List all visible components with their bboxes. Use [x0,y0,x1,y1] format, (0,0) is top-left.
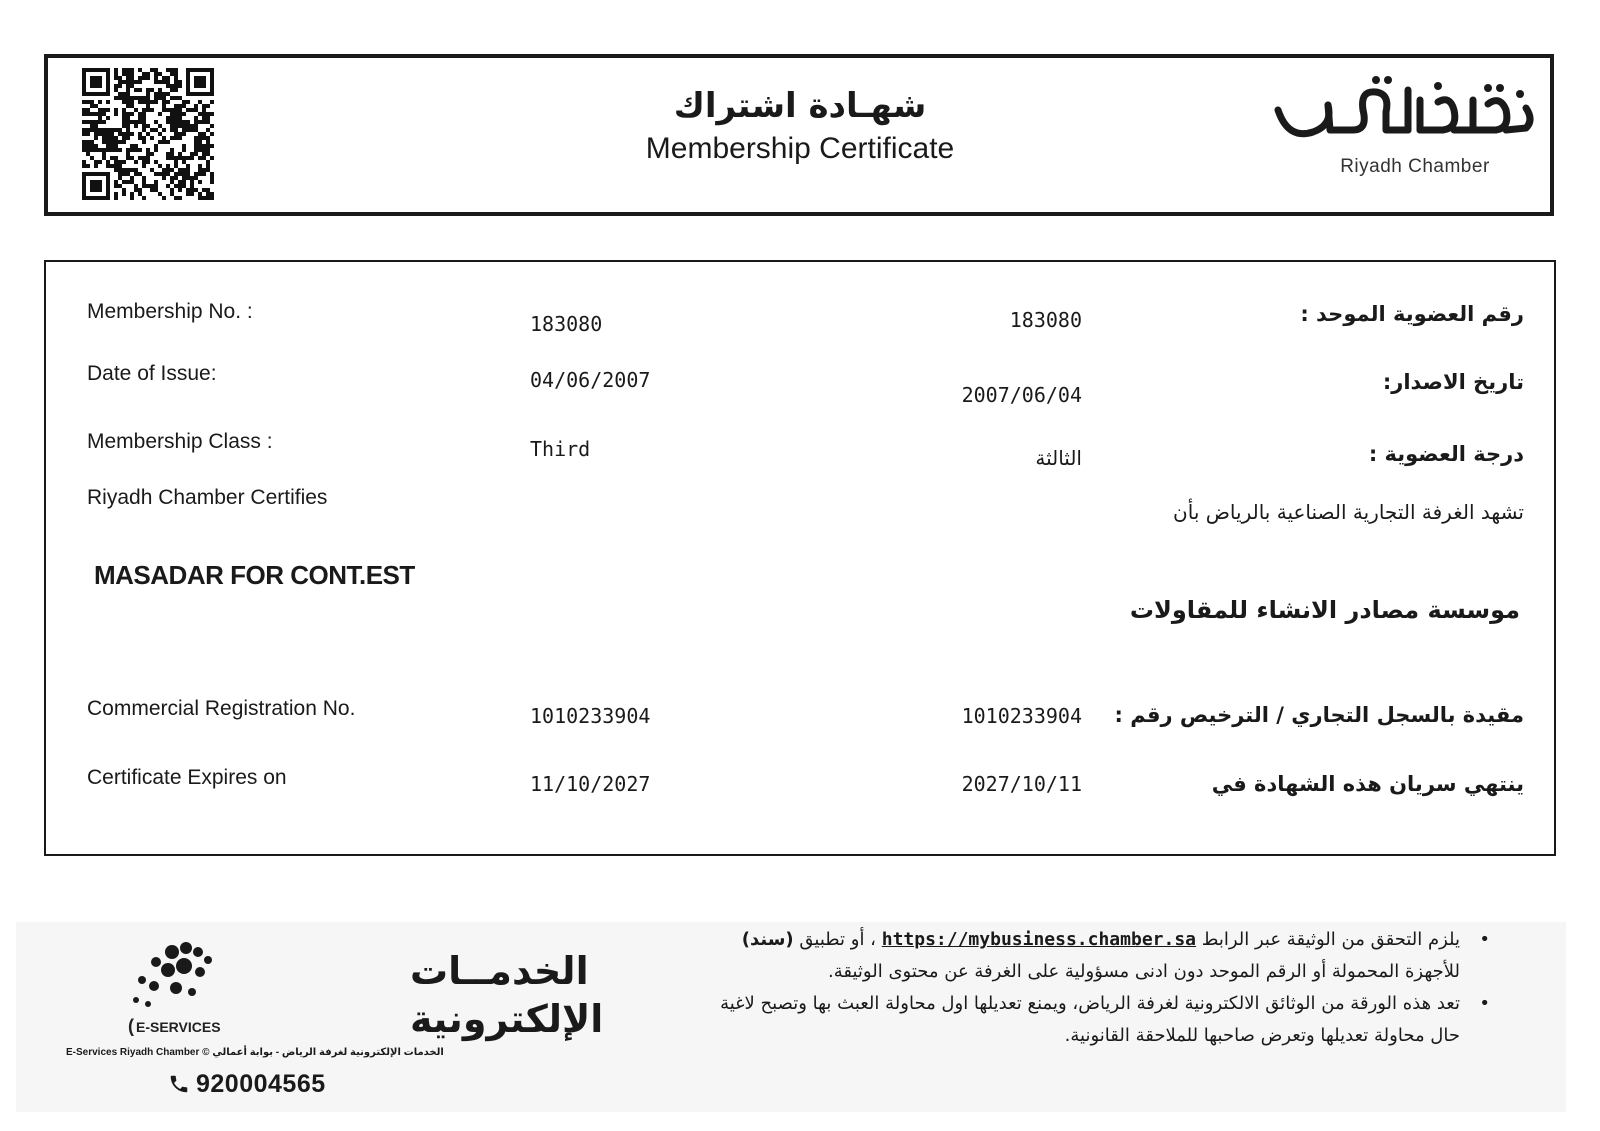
membership-class-label: Membership Class : [87,430,273,453]
membership-no-label: Membership No. : [87,300,253,323]
svg-text:الخدمــات: الخدمــات [410,949,589,993]
eservices-label: ( E-SERVICES [128,1016,221,1036]
company-name-arabic: موسسة مصادر الانشاء للمقاولات [1129,596,1520,624]
riyadh-chamber-logo-text: Riyadh Chamber [1340,156,1490,177]
date-of-issue-label-arabic: تاريخ الاصدار: [1382,370,1524,394]
svg-text:الإلكترونية: الإلكترونية [410,997,604,1041]
note-text: يلزم التحقق من الوثيقة عبر الرابط [1201,929,1460,950]
company-name: MASADAR FOR CONT.EST [94,560,415,590]
phone-icon [168,1073,190,1095]
note-text: تعد هذه الورقة من الوثائق الالكترونية لغرفة الرياض، ويمنع تعديلها اول محاولة العبث بها وتصبح لاغية حال محاولة تعديلها وتعرض صاحبها للملاحقة القانونية. [720,993,1460,1046]
bullet-icon: • [1479,929,1490,950]
note-text: ، أو تطبيق [799,929,876,950]
membership-no-value: 183080 [530,312,603,336]
phone-number-text: 920004565 [196,1070,326,1098]
expiry-value-arabic: 2027/10/11 [961,772,1082,796]
membership-no-label-arabic: رقم العضوية الموحد : [1300,302,1524,326]
membership-class-value: Third [530,437,591,461]
phone-number [168,1070,326,1099]
legal-note [700,988,1490,1052]
sanad-app-name: (سند) [741,929,794,950]
date-of-issue-value: 04/06/2007 [530,368,651,392]
expiry-label-arabic: ينتهي سريان هذه الشهادة في [1211,772,1524,796]
date-of-issue-value-arabic: 2007/06/04 [961,383,1082,407]
verification-link[interactable]: https://mybusiness.chamber.sa [881,929,1197,950]
date-of-issue-label: Date of Issue: [87,362,217,385]
note-text: للأجهزة المحمولة أو الرقم الموحد دون ادنى مسؤولية على الغرفة عن محتوى الوثيقة. [828,961,1460,982]
membership-no-value-arabic: 183080 [1009,308,1082,332]
certificate-title: Membership Certificate [645,132,955,165]
certificate-title-arabic: شهـادة اشتراك [673,86,927,126]
eservices-caption: E-Services Riyadh Chamber © الخدمات الإلكترونية لغرفة الرياض - بوابة أعمالي [66,1047,444,1058]
membership-class-label-arabic: درجة العضوية : [1368,442,1524,466]
commercial-registration-label: Commercial Registration No. [87,697,356,720]
expiry-label: Certificate Expires on [87,766,287,789]
expiry-value: 11/10/2027 [530,772,651,796]
certifies-text-arabic: تشهد الغرفة التجارية الصناعية بالرياض بأن [1173,500,1524,524]
verification-note [700,924,1490,988]
commercial-registration-value: 1010233904 [530,704,651,728]
membership-class-value-arabic: الثالثة [1035,446,1082,470]
bullet-icon: • [1479,993,1490,1014]
commercial-registration-label-arabic: مقيدة بالسجل التجاري / الترخيص رقم : [1114,703,1524,727]
commercial-registration-value-arabic: 1010233904 [961,704,1082,728]
riyadh-chamber-logo [1268,70,1538,160]
certifies-text: Riyadh Chamber Certifies [87,486,328,509]
